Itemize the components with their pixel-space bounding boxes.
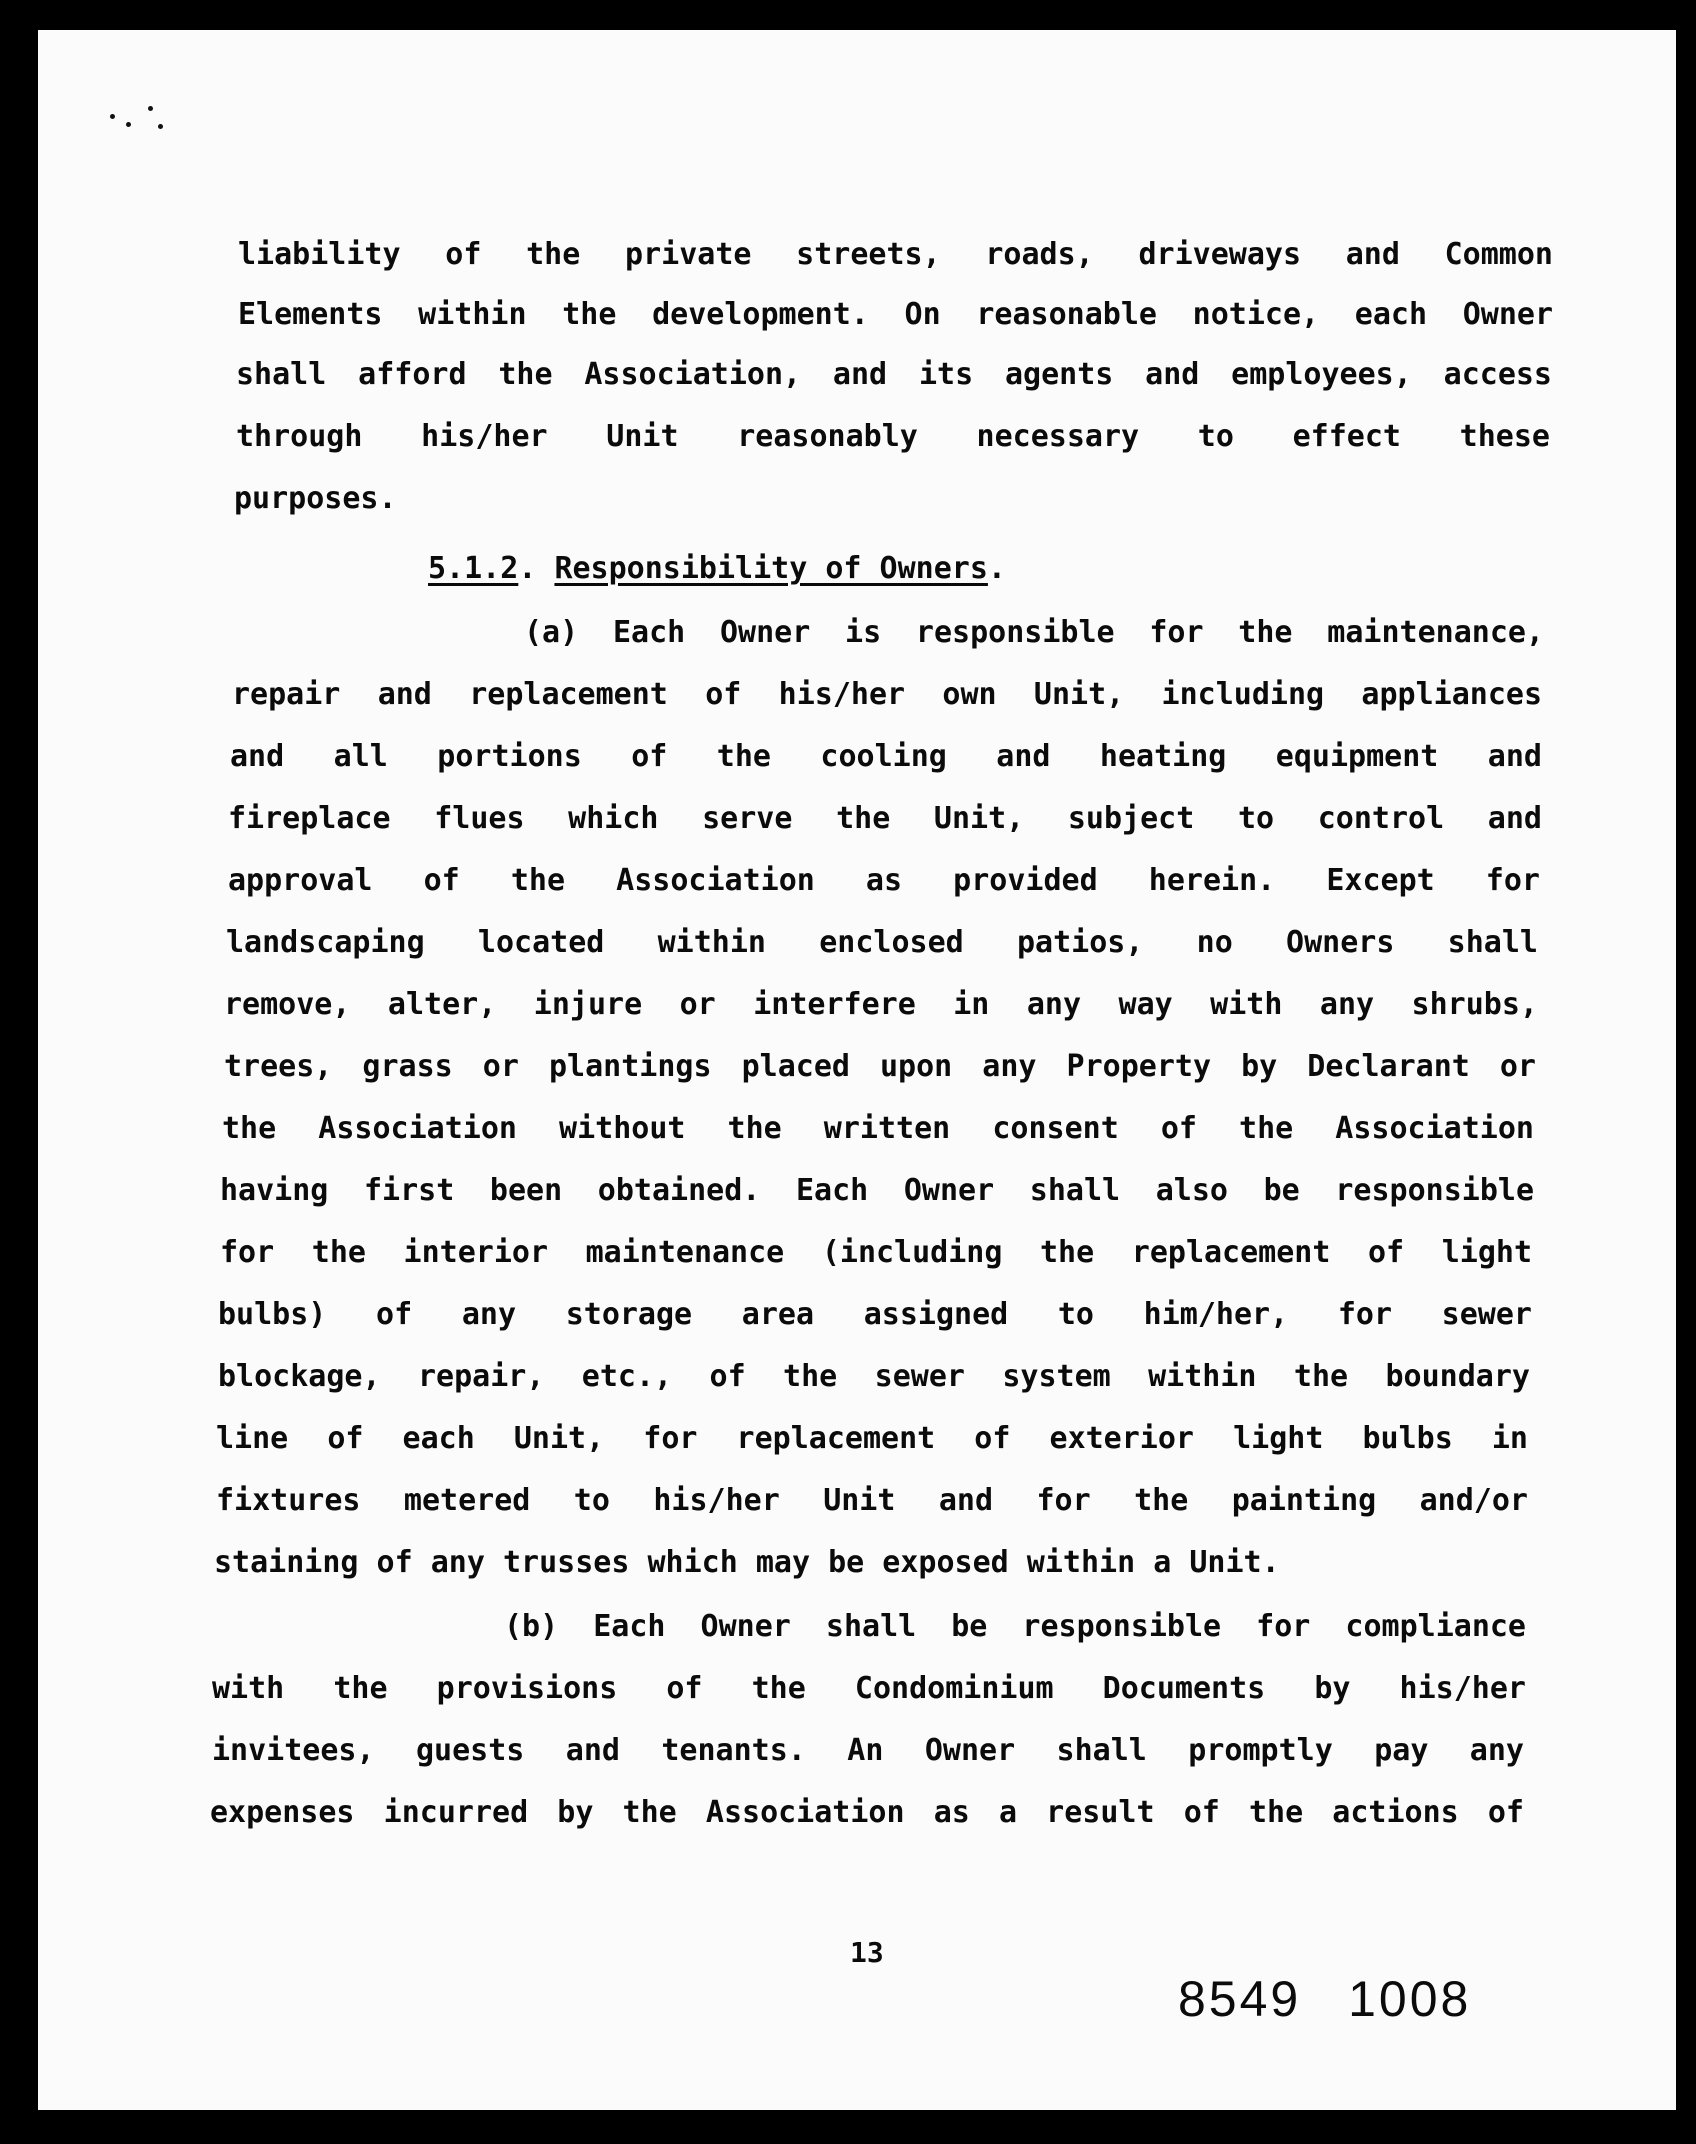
body-line: shall afford the Association, and its agents and employees, access	[236, 357, 1552, 392]
body-line: blockage, repair, etc., of the sewer system within the boundary	[218, 1359, 1530, 1394]
body-line: staining of any trusses which may be exposed within a Unit.	[214, 1545, 1280, 1580]
body-line: purposes.	[234, 481, 397, 516]
body-line: through his/her Unit reasonably necessary to effect these	[236, 419, 1550, 454]
body-line: trees, grass or plantings placed upon any Property by Declarant or	[224, 1049, 1536, 1084]
scan-speck	[126, 122, 131, 127]
body-line: liability of the private streets, roads, driveways and Common	[238, 237, 1553, 272]
page-number: 13	[850, 1936, 884, 1969]
body-line: with the provisions of the Condominium Documents by his/her	[212, 1671, 1526, 1706]
section-title-period: .	[987, 551, 1006, 586]
body-line: landscaping located within enclosed patios, no Owners shall	[226, 925, 1538, 960]
section-heading	[428, 551, 1006, 586]
document-page	[38, 30, 1676, 2110]
body-line: invitees, guests and tenants. An Owner shall promptly pay any	[212, 1733, 1524, 1768]
body-line: line of each Unit, for replacement of exterior light bulbs in	[216, 1421, 1528, 1456]
body-line: bulbs) of any storage area assigned to him/her, for sewer	[218, 1297, 1532, 1332]
body-line: fixtures metered to his/her Unit and for the painting and/or	[216, 1483, 1528, 1518]
scan-speck	[158, 124, 163, 129]
body-line: and all portions of the cooling and heating equipment and	[230, 739, 1542, 774]
body-line: approval of the Association as provided herein. Except for	[228, 863, 1540, 898]
body-line: having first been obtained. Each Owner shall also be responsible	[220, 1173, 1534, 1208]
subsection-b-first-line: (b) Each Owner shall be responsible for compliance	[504, 1609, 1526, 1644]
body-line: fireplace flues which serve the Unit, subject to control and	[228, 801, 1542, 836]
subsection-a-first-line: (a) Each Owner is responsible for the maintenance,	[524, 615, 1544, 650]
body-line: repair and replacement of his/her own Unit, including appliances	[232, 677, 1542, 712]
body-line: for the interior maintenance (including the replacement of light	[220, 1235, 1532, 1270]
scan-speck	[110, 114, 115, 119]
section-number: 5.1.2	[428, 551, 519, 586]
section-title: Responsibility of Owners	[554, 551, 988, 586]
body-line: expenses incurred by the Association as a result of the actions of	[210, 1795, 1524, 1830]
body-line: remove, alter, injure or interfere in any way with any shrubs,	[224, 987, 1538, 1022]
record-stamp: 8549 1008	[1178, 1971, 1472, 2027]
section-number-period: .	[518, 551, 537, 586]
body-line: the Association without the written consent of the Association	[222, 1111, 1534, 1146]
body-line: Elements within the development. On reasonable notice, each Owner	[238, 297, 1553, 332]
scan-speck	[148, 106, 153, 111]
